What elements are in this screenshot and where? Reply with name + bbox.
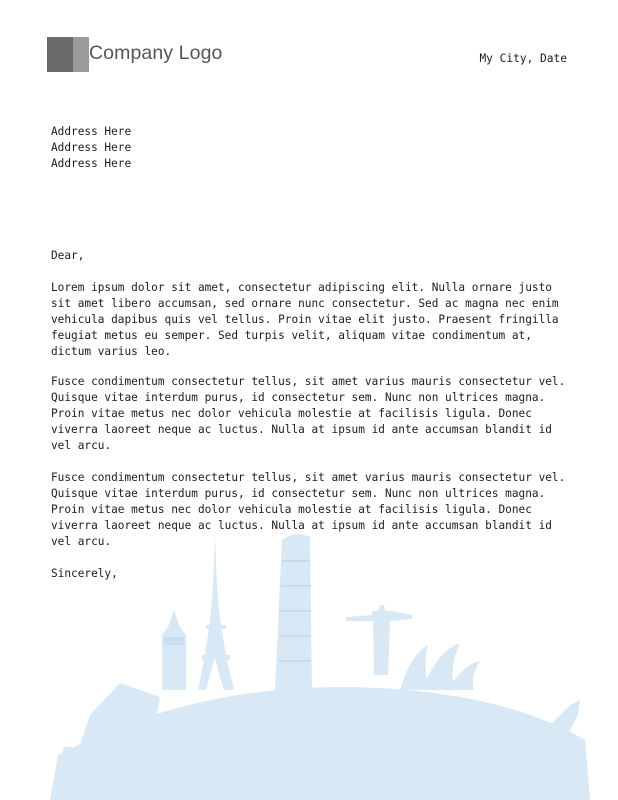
text-line: sit amet libero accumsan, sed ornare nunc consectetur. Sed ac magna nec enim (51, 297, 559, 310)
text-line: vel arcu. (51, 439, 112, 452)
paragraph-1 (51, 280, 559, 360)
text-line: Quisque vitae interdum purus, id consectetur sem. Nunc non ultrices magna. (51, 487, 546, 500)
salutation: Dear, (51, 249, 85, 262)
address-line: Address Here (51, 141, 132, 154)
address-block (51, 124, 131, 172)
paragraph-2 (51, 374, 565, 454)
text-line: feugiat metus eu semper. Sed turpis velit, aliquam vitae condimentum at, (51, 329, 532, 342)
world-landmarks-watermark (50, 515, 590, 800)
paragraph-3 (51, 470, 565, 550)
text-line: Quisque vitae interdum purus, id consectetur sem. Nunc non ultrices magna. (51, 391, 546, 404)
address-line: Address Here (51, 157, 132, 170)
closing: Sincerely, (51, 567, 118, 580)
text-line: Proin vitae metus nec dolor vehicula molestie at facilisis ligula. Donec (51, 503, 532, 516)
address-line: Address Here (51, 125, 132, 138)
text-line: Lorem ipsum dolor sit amet, consectetur adipiscing elit. Nulla ornare justo (51, 281, 552, 294)
company-logo (47, 37, 223, 72)
city-date: My City, Date (479, 52, 567, 65)
text-line: vel arcu. (51, 535, 112, 548)
text-line: Fusce condimentum consectetur tellus, sit amet varius mauris consectetur vel. (51, 471, 566, 484)
text-line: Proin vitae metus nec dolor vehicula molestie at facilisis ligula. Donec (51, 407, 532, 420)
text-line: Fusce condimentum consectetur tellus, sit amet varius mauris consectetur vel. (51, 375, 566, 388)
text-line: vehicula dapibus quis vel tellus. Proin vitae elit justo. Praesent fringilla (51, 313, 559, 326)
text-line: viverra laoreet neque ac luctus. Nulla at ipsum id ante accumsan blandit id (51, 519, 552, 532)
text-line: dictum varius leo. (51, 345, 172, 358)
text-line: viverra laoreet neque ac luctus. Nulla at ipsum id ante accumsan blandit id (51, 423, 552, 436)
logo-mark-icon (47, 37, 89, 72)
logo-text: Company Logo (89, 42, 223, 64)
